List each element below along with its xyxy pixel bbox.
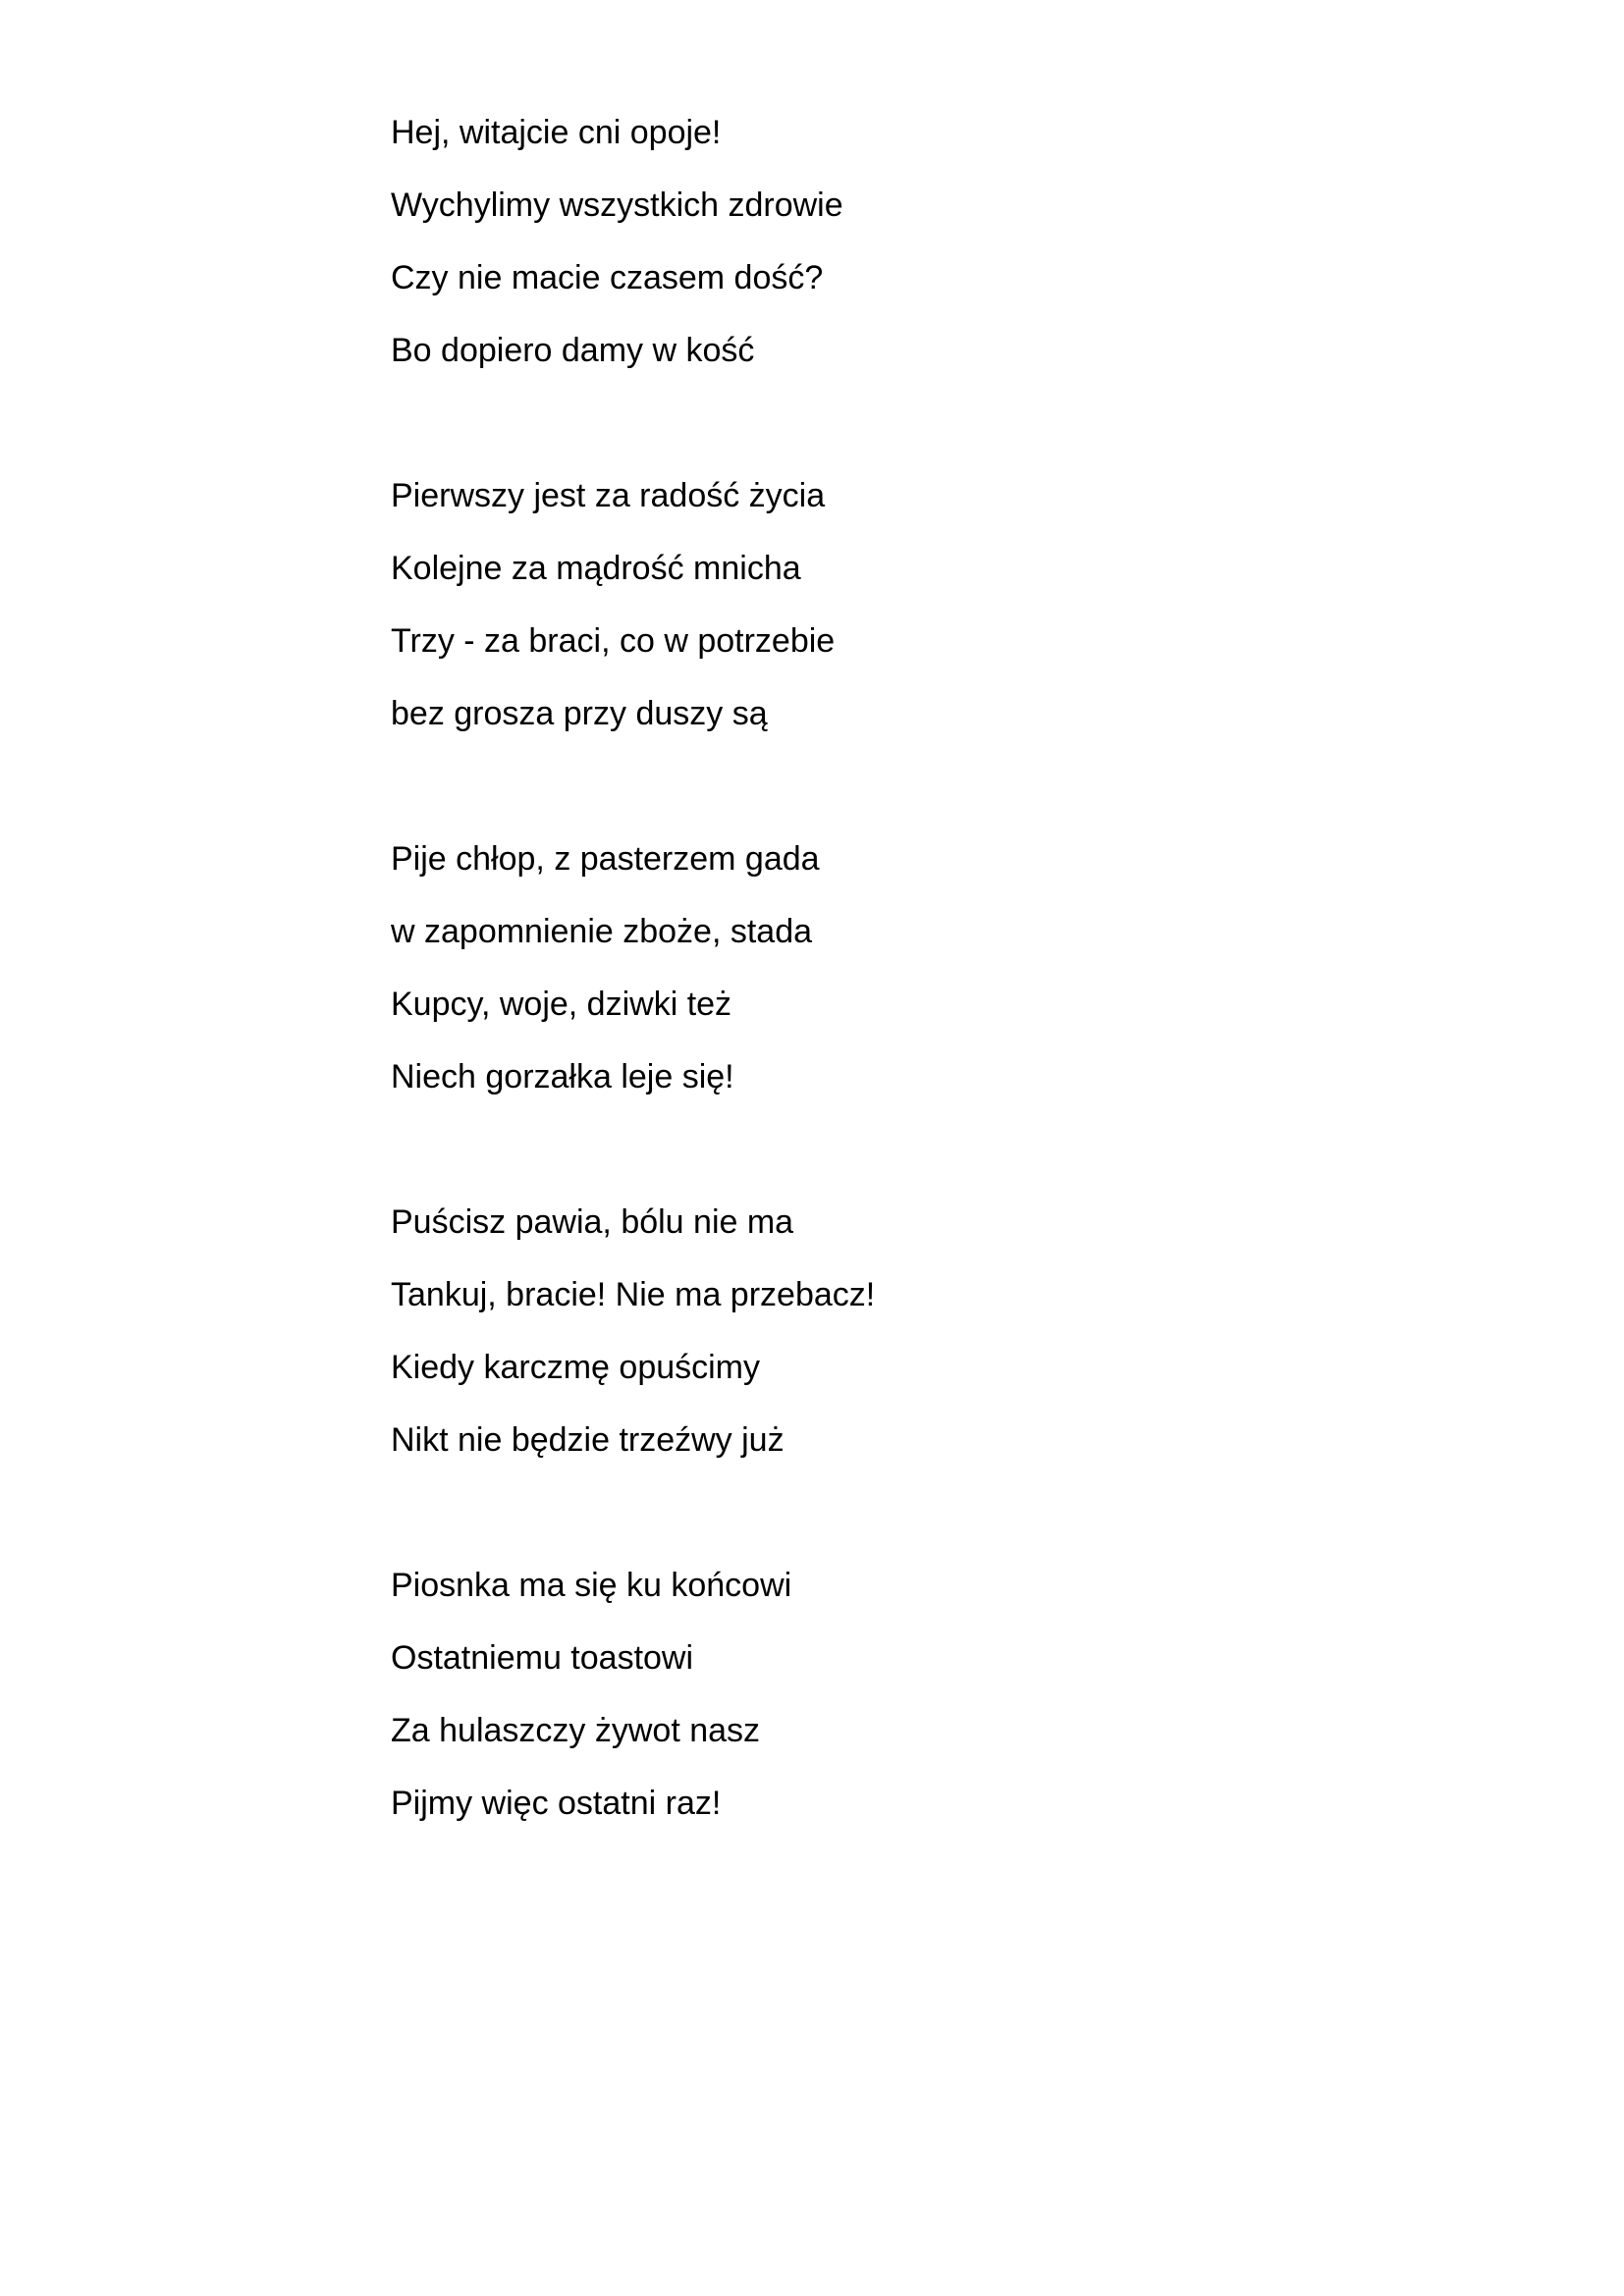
poem-line: Hej, witajcie cni opoje! [391, 114, 722, 151]
poem-line: Bo dopiero damy w kość [391, 332, 755, 369]
stanza-2 [391, 459, 1373, 750]
poem-line: Piosnka ma się ku końcowi [391, 1567, 792, 1604]
poem-line: Wychylimy wszystkich zdrowie [391, 187, 843, 224]
stanza-1 [391, 96, 1373, 387]
poem-line: Nikt nie będzie trzeźwy już [391, 1421, 785, 1459]
poem [391, 96, 1373, 1912]
poem-line: Pije chłop, z pasterzem gada [391, 840, 820, 878]
poem-line: Puścisz pawia, bólu nie ma [391, 1203, 794, 1241]
poem-line: Czy nie macie czasem dość? [391, 259, 824, 296]
poem-line: Pijmy więc ostatni raz! [391, 1785, 722, 1822]
poem-line: Za hulaszczy żywot nasz [391, 1712, 761, 1749]
poem-line: Tankuj, bracie! Nie ma przebacz! [391, 1276, 876, 1313]
stanza-4 [391, 1186, 1373, 1476]
stanza-5 [391, 1549, 1373, 1840]
poem-line: bez grosza przy duszy są [391, 695, 768, 732]
poem-line: w zapomnienie zboże, stada [391, 913, 813, 950]
stanza-3 [391, 823, 1373, 1113]
poem-line: Niech gorzałka leje się! [391, 1058, 734, 1095]
poem-line: Ostatniemu toastowi [391, 1639, 694, 1677]
poem-line: Trzy - za braci, co w potrzebie [391, 622, 836, 660]
poem-line: Pierwszy jest za radość życia [391, 477, 826, 514]
poem-line: Kupcy, woje, dziwki też [391, 986, 732, 1023]
poem-line: Kolejne za mądrość mnicha [391, 550, 801, 587]
poem-line: Kiedy karczmę opuścimy [391, 1349, 761, 1386]
